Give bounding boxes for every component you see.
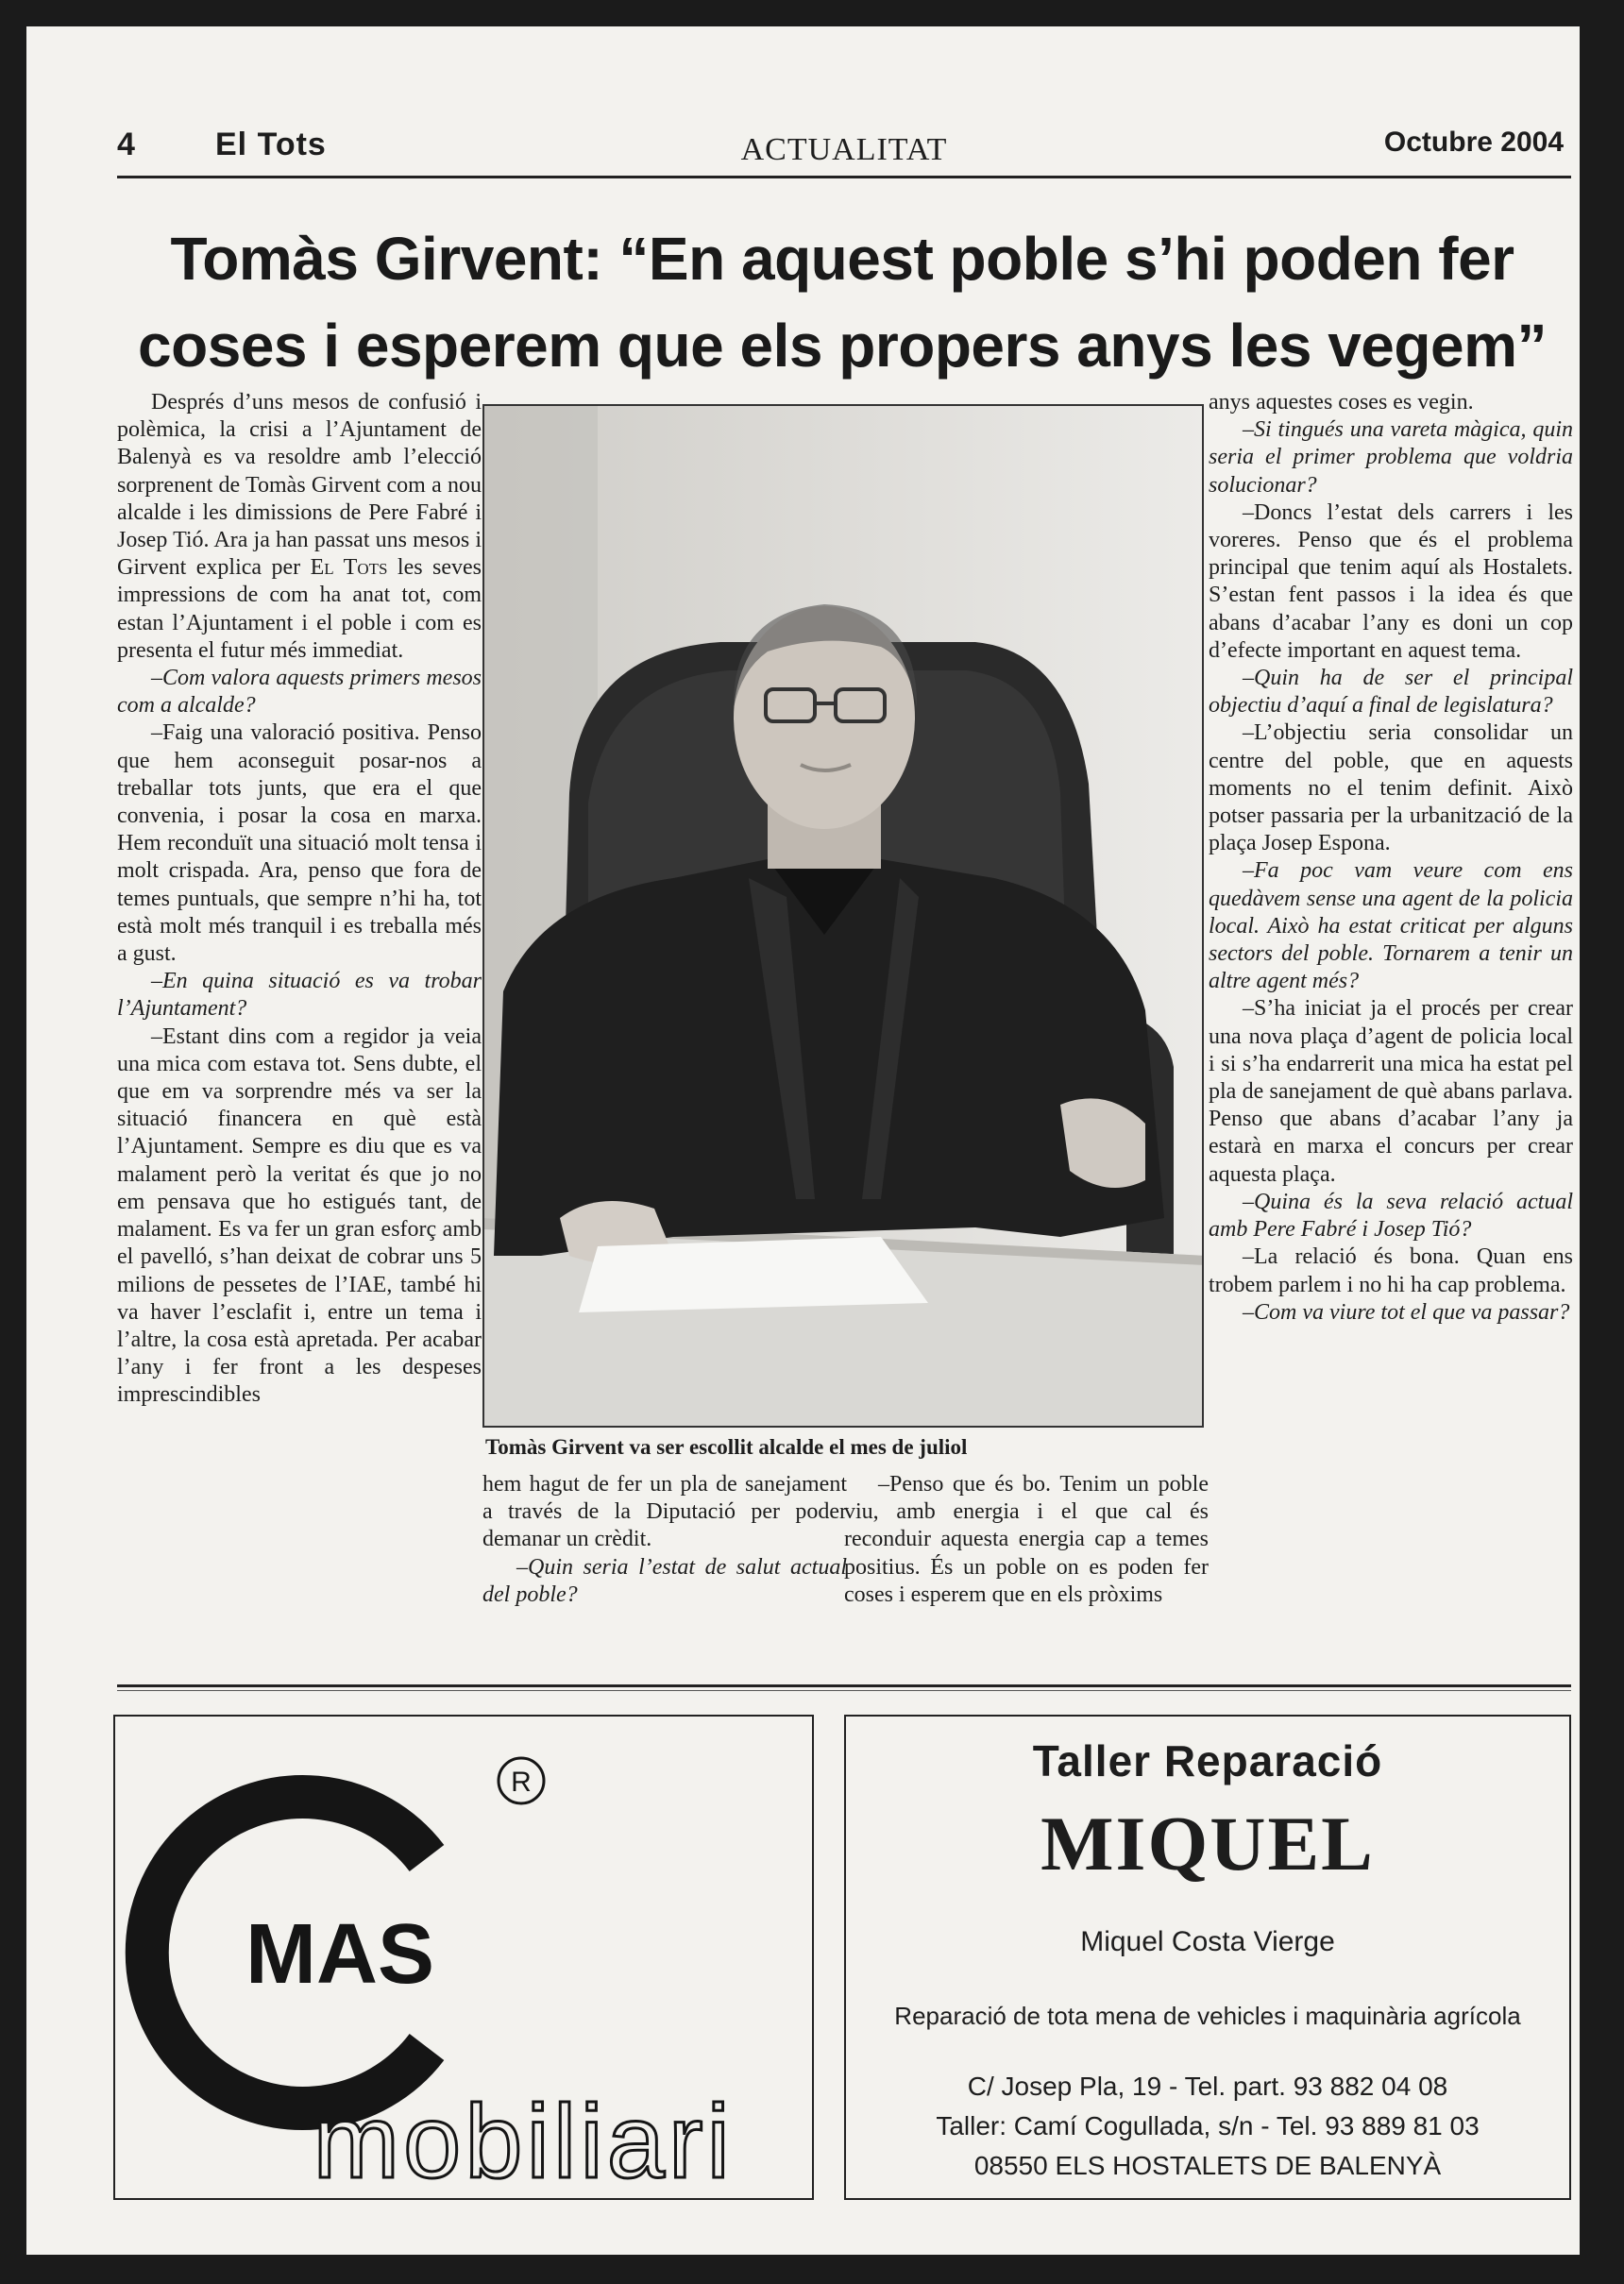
issue-date: Octubre 2004: [1383, 127, 1564, 158]
page-number: 4: [117, 127, 135, 162]
section-title: ACTUALITAT: [740, 132, 948, 167]
mobiliari-wordmark: mobiliari: [313, 2084, 734, 2200]
publication-name: El Tots: [215, 127, 327, 162]
question: –Si tingués una vareta màgica, quin seria el primer problema que voldria solucionar?: [1209, 417, 1573, 498]
answer: –La relació és bona. Quan ens trobem parlem i no hi ha cap problema.: [1209, 1244, 1573, 1297]
intro-paragraph: [117, 389, 482, 665]
answer: –Doncs l’estat dels carrers i les voreres. Penso que és el problema principal que tenim aquí als Hostalets. S’estan fent passos i la idea és que abans d’acabar l’any es doni un cop d’efecte important en aquest tema.: [1209, 499, 1573, 663]
advertisement-taller-miquel: [844, 1715, 1571, 2200]
question: –Com va viure tot el que va passar?: [1243, 1299, 1570, 1325]
answer: –L’objectiu seria consolidar un centre del poble, que en aquests moments no el tenim definit. Això potser passaria per la urbanització de la plaça Josep Espona.: [1209, 720, 1573, 856]
portrait-illustration: [484, 406, 1204, 1428]
answer-continued: anys aquestes coses es vegin.: [1209, 390, 1474, 415]
ad-separator: [117, 1684, 1571, 1687]
question: –Quin seria l’estat de salut actual del poble?: [482, 1554, 847, 1607]
page-header: [117, 100, 1571, 178]
advertisement-mas-mobiliari: [113, 1715, 814, 2200]
article-photo: [482, 404, 1204, 1428]
mas-logo-text: MAS: [245, 1907, 434, 2002]
ad-business-name: MIQUEL: [1040, 1801, 1375, 1886]
photo-frame: [482, 404, 1204, 1428]
question: –Quin ha de ser el principal objectiu d’aquí a final de legislatura?: [1209, 666, 1573, 719]
intro-text-cont: les seves impressions de com ha anat tot, com estan l’Ajuntament i el poble i com es presenta el futur més immediat.: [117, 555, 482, 663]
photo-caption: Tomàs Girvent va ser escollit alcalde el mes de juliol: [485, 1435, 968, 1459]
newspaper-page: [26, 26, 1580, 2255]
article-column-3: [844, 1471, 1209, 1609]
question: –Fa poc vam veure com ens quedàvem sense una agent de la policia local. Això ha estat criticat per alguns sectors del poble. Tornarem a tenir un altre agent més?: [1209, 858, 1573, 994]
ad-address-line-3: 08550 ELS HOSTALETS DE BALENYÀ: [973, 2151, 1442, 2180]
mas-logo: [115, 1717, 814, 2200]
ad-services: Reparació de tota mena de vehicles i maquinària agrícola: [894, 2002, 1521, 2030]
ad-owner: Miquel Costa Vierge: [1080, 1926, 1335, 1957]
intro-text: Després d’uns mesos de confusió i polèmica, la crisi a l’Ajuntament de Balenyà es va resoldre amb l’elecció sorprenent de Tomàs Girvent com a nou alcalde i les dimissions de Pere Fabré i Josep Tió. Ara ja han passat uns mesos i Girvent explica per: [117, 390, 482, 581]
question: –Com valora aquests primers mesos com a alcalde?: [117, 666, 482, 719]
answer: –Penso que és bo. Tenim un poble viu, amb energia i el que cal és reconduir aquesta energia cap a temes positius. És un poble on es poden fer coses i esperem que en els pròxims: [844, 1472, 1209, 1607]
answer: –Estant dins com a regidor ja veia una mica com estava tot. Sens dubte, el que em va sorprendre més va ser la situació financera en què està l’Ajuntament. Sempre es diu que es va malament però la veritat és que jo no em pensava que ho estigués tant, de malament. Es va fer un gran esforç amb el pavelló, s’han deixat de cobrar uns 5 milions de pessetes de l’IAE, també hi va haver l’esclafit i, entre un tema i l’altre, la cosa està apretada. Per acabar l’any i fer front a les despeses imprescindibles: [117, 1024, 482, 1408]
question: –En quina situació es va trobar l’Ajuntament?: [117, 969, 482, 1022]
question: –Quina és la seva relació actual amb Pere Fabré i Josep Tió?: [1209, 1189, 1573, 1243]
ad-address-line-1: C/ Josep Pla, 19 - Tel. part. 93 882 04 08: [967, 2072, 1448, 2101]
publication-mention: El Tots: [310, 555, 388, 581]
ad-address-line-2: Taller: Camí Cogullada, s/n - Tel. 93 889 81 03: [936, 2111, 1480, 2140]
ad-title: Taller Reparació: [1032, 1736, 1383, 1785]
article-column-1: [117, 389, 482, 1683]
article-headline: [106, 215, 1579, 389]
ad-separator-thin: [117, 1690, 1571, 1691]
answer: –Faig una valoració positiva. Penso que hem aconseguit posar-nos a treballar tots junts, que era el que convenia, i posar la cosa en marxa. Hem reconduït una situació molt tensa i molt crispada. Ara, penso que fora de temes puntuals, que sempre n’hi ha, tot està molt més tranquil i es treballa més a gust.: [117, 720, 482, 967]
headline-line-2: coses i esperem que els propers anys les vegem”: [138, 312, 1547, 380]
answer-continued: hem hagut de fer un pla de sanejament a través de la Diputació per poder demanar un crèdit.: [482, 1472, 847, 1552]
article-column-4: [1209, 389, 1573, 1683]
answer: –S’ha iniciat ja el procés per crear una nova plaça d’agent de policia local i si s’ha endarrerit una mica ha estat pel pla de sanejament de què abans parlava. Penso que abans d’acabar l’any ja estarà en marxa el concurs per crear aquesta plaça.: [1209, 996, 1573, 1187]
registered-mark: R: [511, 1767, 532, 1798]
article-column-2: [482, 1471, 847, 1609]
headline-line-1: Tomàs Girvent: “En aquest poble s’hi poden fer: [170, 225, 1514, 293]
